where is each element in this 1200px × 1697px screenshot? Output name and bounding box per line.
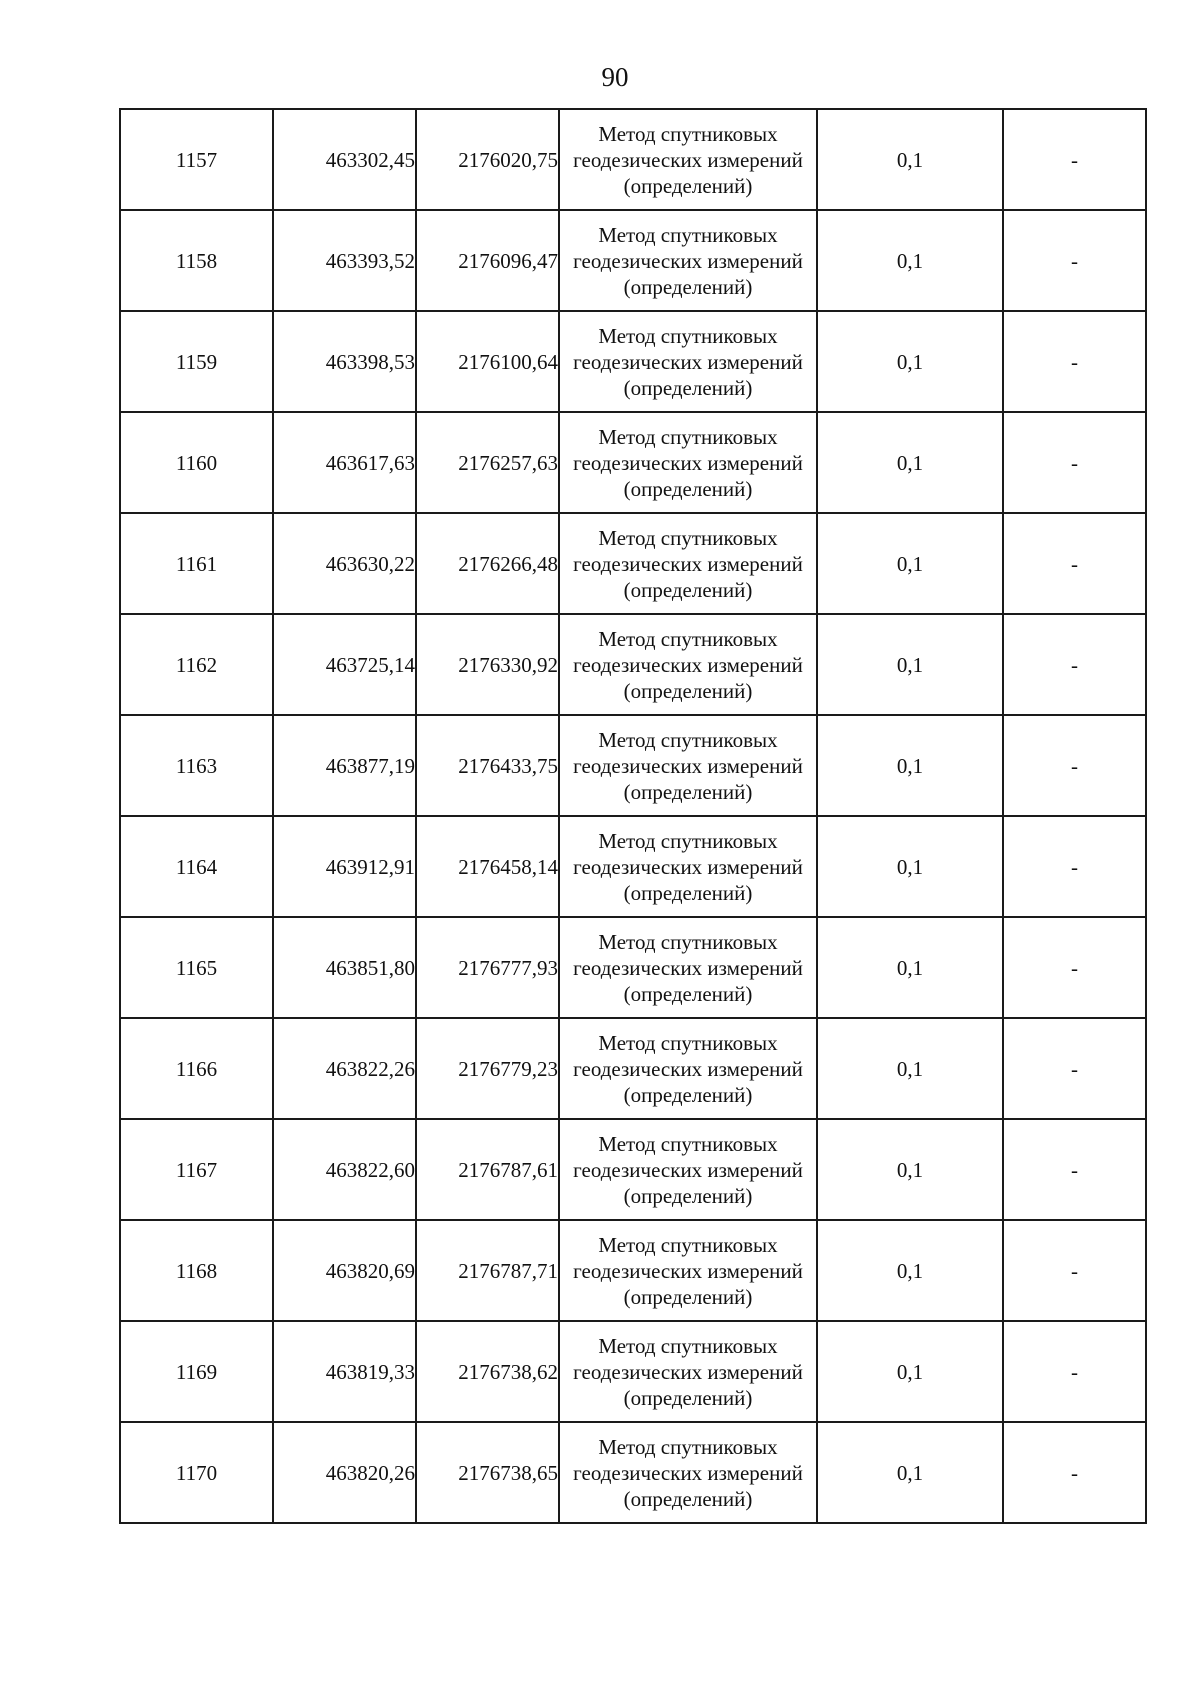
note-value: - (1003, 816, 1146, 917)
coordinate-x: 463877,19 (273, 715, 416, 816)
method-line: (определений) (623, 678, 753, 703)
accuracy-value: 0,1 (817, 1220, 1003, 1321)
point-number: 1165 (120, 917, 273, 1018)
point-number: 1157 (120, 109, 273, 210)
method-cell (559, 715, 817, 816)
method-line: геодезических измерений (573, 147, 803, 172)
point-number: 1161 (120, 513, 273, 614)
coordinate-y: 2176096,47 (416, 210, 559, 311)
method-line: Метод спутниковых (598, 626, 778, 651)
method-line: геодезических измерений (573, 450, 803, 475)
coordinate-y: 2176779,23 (416, 1018, 559, 1119)
method-line: Метод спутниковых (598, 121, 778, 146)
method-line: геодезических измерений (573, 854, 803, 879)
accuracy-value: 0,1 (817, 513, 1003, 614)
method-line: (определений) (623, 1183, 753, 1208)
point-number: 1160 (120, 412, 273, 513)
method-line: геодезических измерений (573, 349, 803, 374)
method-line: геодезических измерений (573, 1157, 803, 1182)
method-line: (определений) (623, 1082, 753, 1107)
accuracy-value: 0,1 (817, 1321, 1003, 1422)
coordinate-x: 463820,26 (273, 1422, 416, 1523)
table-row (120, 210, 1146, 311)
method-line: Метод спутниковых (598, 1333, 778, 1358)
method-line: (определений) (623, 577, 753, 602)
accuracy-value: 0,1 (817, 1119, 1003, 1220)
coordinate-y: 2176020,75 (416, 109, 559, 210)
method-cell (559, 816, 817, 917)
note-value: - (1003, 1220, 1146, 1321)
note-value: - (1003, 1321, 1146, 1422)
coordinate-x: 463393,52 (273, 210, 416, 311)
coordinate-y: 2176266,48 (416, 513, 559, 614)
accuracy-value: 0,1 (817, 614, 1003, 715)
point-number: 1162 (120, 614, 273, 715)
method-line: Метод спутниковых (598, 929, 778, 954)
method-cell (559, 311, 817, 412)
method-line: Метод спутниковых (598, 1030, 778, 1055)
method-line: Метод спутниковых (598, 1232, 778, 1257)
accuracy-value: 0,1 (817, 917, 1003, 1018)
coordinate-x: 463822,60 (273, 1119, 416, 1220)
coordinate-x: 463617,63 (273, 412, 416, 513)
table-row (120, 1422, 1146, 1523)
method-line: геодезических измерений (573, 1359, 803, 1384)
coordinate-y: 2176787,71 (416, 1220, 559, 1321)
point-number: 1168 (120, 1220, 273, 1321)
method-line: геодезических измерений (573, 1258, 803, 1283)
table-row (120, 614, 1146, 715)
accuracy-value: 0,1 (817, 1422, 1003, 1523)
note-value: - (1003, 210, 1146, 311)
coordinate-y: 2176257,63 (416, 412, 559, 513)
coordinate-x: 463851,80 (273, 917, 416, 1018)
table-row (120, 513, 1146, 614)
table-row (120, 816, 1146, 917)
accuracy-value: 0,1 (817, 109, 1003, 210)
coordinate-y: 2176100,64 (416, 311, 559, 412)
point-number: 1164 (120, 816, 273, 917)
coordinate-y: 2176787,61 (416, 1119, 559, 1220)
point-number: 1158 (120, 210, 273, 311)
method-cell (559, 917, 817, 1018)
method-line: геодезических измерений (573, 955, 803, 980)
coordinate-y: 2176738,62 (416, 1321, 559, 1422)
method-line: (определений) (623, 1284, 753, 1309)
coordinate-x: 463302,45 (273, 109, 416, 210)
coordinate-y: 2176458,14 (416, 816, 559, 917)
table-row (120, 311, 1146, 412)
table-row (120, 109, 1146, 210)
accuracy-value: 0,1 (817, 715, 1003, 816)
coordinate-x: 463630,22 (273, 513, 416, 614)
point-number: 1163 (120, 715, 273, 816)
note-value: - (1003, 917, 1146, 1018)
method-line: геодезических измерений (573, 551, 803, 576)
note-value: - (1003, 1119, 1146, 1220)
method-line: (определений) (623, 476, 753, 501)
method-cell (559, 109, 817, 210)
point-number: 1159 (120, 311, 273, 412)
method-line: (определений) (623, 981, 753, 1006)
note-value: - (1003, 715, 1146, 816)
method-line: Метод спутниковых (598, 222, 778, 247)
note-value: - (1003, 412, 1146, 513)
method-line: геодезических измерений (573, 652, 803, 677)
point-number: 1167 (120, 1119, 273, 1220)
method-line: Метод спутниковых (598, 424, 778, 449)
accuracy-value: 0,1 (817, 311, 1003, 412)
method-line: (определений) (623, 779, 753, 804)
method-line: Метод спутниковых (598, 727, 778, 752)
table-row (120, 1220, 1146, 1321)
method-line: (определений) (623, 274, 753, 299)
method-line: (определений) (623, 173, 753, 198)
method-cell (559, 412, 817, 513)
method-line: (определений) (623, 880, 753, 905)
method-cell (559, 513, 817, 614)
coordinate-y: 2176738,65 (416, 1422, 559, 1523)
method-cell (559, 1119, 817, 1220)
table-row (120, 917, 1146, 1018)
coordinate-y: 2176433,75 (416, 715, 559, 816)
method-line: геодезических измерений (573, 1460, 803, 1485)
method-cell (559, 1321, 817, 1422)
table-row (120, 1321, 1146, 1422)
table-row (120, 1018, 1146, 1119)
accuracy-value: 0,1 (817, 412, 1003, 513)
method-line: (определений) (623, 1486, 753, 1511)
method-line: геодезических измерений (573, 753, 803, 778)
method-line: Метод спутниковых (598, 1434, 778, 1459)
coordinate-x: 463822,26 (273, 1018, 416, 1119)
note-value: - (1003, 1018, 1146, 1119)
coordinate-y: 2176777,93 (416, 917, 559, 1018)
coordinate-y: 2176330,92 (416, 614, 559, 715)
note-value: - (1003, 109, 1146, 210)
coordinates-table (119, 108, 1147, 1524)
accuracy-value: 0,1 (817, 210, 1003, 311)
coordinates-table-body (120, 109, 1146, 1523)
method-cell (559, 1422, 817, 1523)
method-line: Метод спутниковых (598, 525, 778, 550)
table-row (120, 715, 1146, 816)
table-row (120, 1119, 1146, 1220)
method-line: Метод спутниковых (598, 828, 778, 853)
method-line: геодезических измерений (573, 1056, 803, 1081)
point-number: 1170 (120, 1422, 273, 1523)
coordinate-x: 463912,91 (273, 816, 416, 917)
method-line: Метод спутниковых (598, 323, 778, 348)
coordinate-x: 463725,14 (273, 614, 416, 715)
accuracy-value: 0,1 (817, 816, 1003, 917)
note-value: - (1003, 614, 1146, 715)
note-value: - (1003, 1422, 1146, 1523)
method-cell (559, 614, 817, 715)
note-value: - (1003, 311, 1146, 412)
coordinate-x: 463398,53 (273, 311, 416, 412)
method-cell (559, 1018, 817, 1119)
method-line: (определений) (623, 1385, 753, 1410)
note-value: - (1003, 513, 1146, 614)
method-cell (559, 1220, 817, 1321)
accuracy-value: 0,1 (817, 1018, 1003, 1119)
table-row (120, 412, 1146, 513)
method-line: Метод спутниковых (598, 1131, 778, 1156)
coordinate-x: 463820,69 (273, 1220, 416, 1321)
method-line: геодезических измерений (573, 248, 803, 273)
point-number: 1166 (120, 1018, 273, 1119)
method-line: (определений) (623, 375, 753, 400)
page-number: 90 (601, 62, 629, 92)
method-cell (559, 210, 817, 311)
point-number: 1169 (120, 1321, 273, 1422)
coordinate-x: 463819,33 (273, 1321, 416, 1422)
